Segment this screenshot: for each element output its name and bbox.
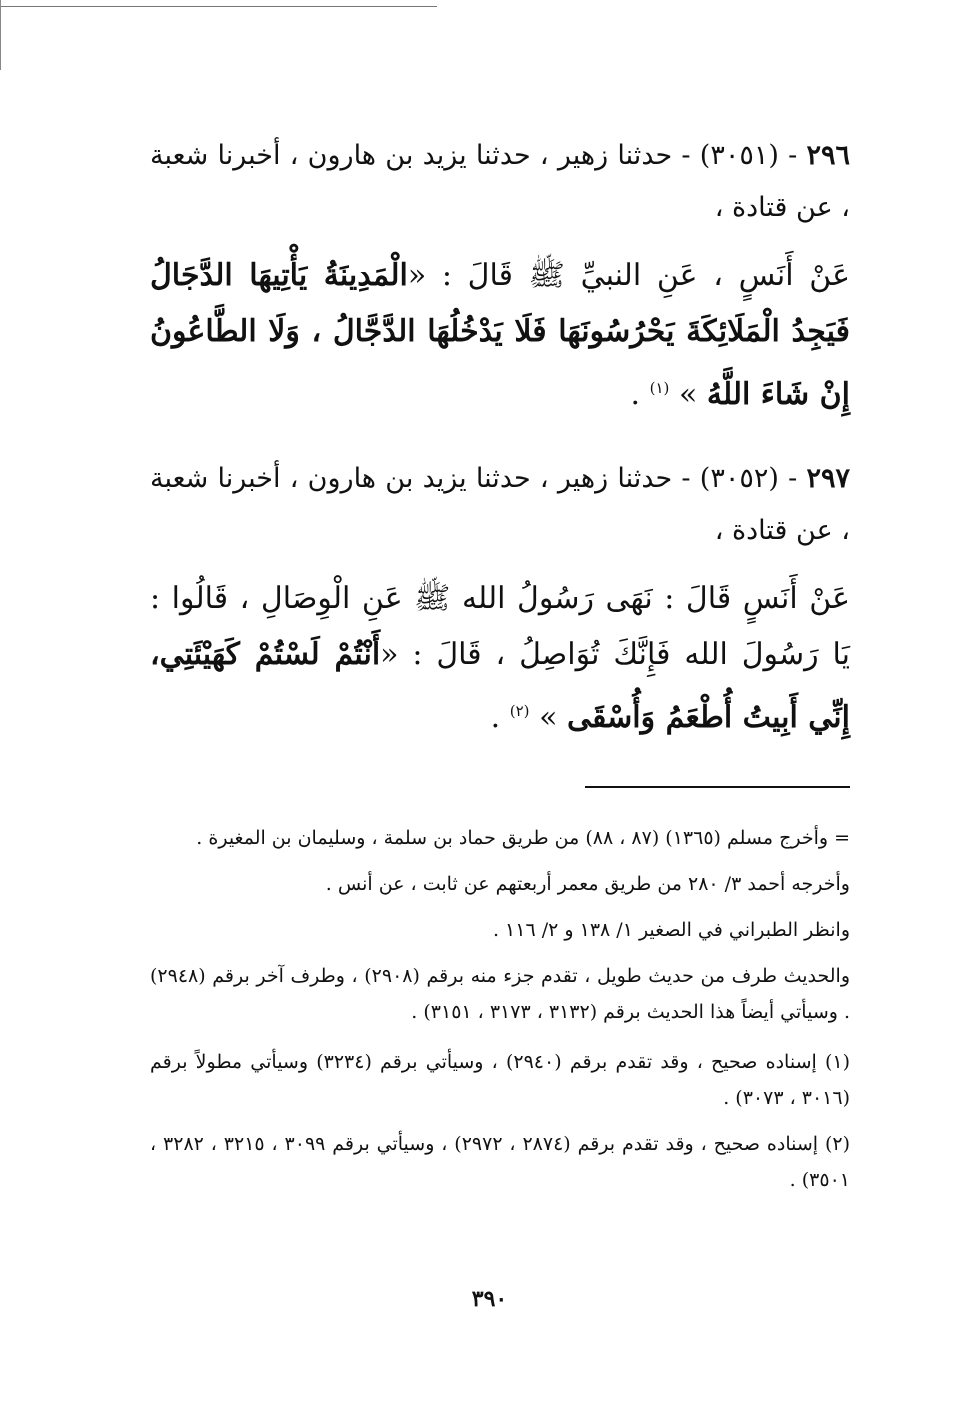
footnote-divider — [585, 786, 850, 788]
footnote-continuation-line: وأخرجه أحمد ٣/ ٢٨٠ من طريق معمر أربعتهم عن ثابت ، عن أنس . — [325, 873, 850, 895]
footnote-continuation-line: = وأخرج مسلم (١٣٦٥) (٨٧ ، ٨٨) من طريق حماد بن سلمة ، وسليمان بن المغيرة . — [196, 827, 850, 849]
footnote-2: (٢) إسناده صحيح ، وقد تقدم برقم (٢٨٧٤ ، ٢٩٧٢) ، وسيأتي برقم ٣٠٩٩ ، ٣٢١٥ ، ٣٢٨٢ ، ٣٥٠١) . — [150, 1133, 851, 1191]
matn-intro: عَنْ أَنَسٍ ، عَنِ النبيِّ ﷺ قَالَ : « — [407, 258, 850, 293]
hadith-isnad — [150, 130, 850, 234]
footnote-1: (١) إسناده صحيح ، وقد تقدم برقم (٢٩٤٠) ، وسيأتي برقم (٣٢٣٤) وسيأتي مطولاً برقم (٣٠١٦ ، ٣٠٧٣) . — [150, 1051, 851, 1109]
footnote-continuation-line: وانظر الطبراني في الصغير ١/ ١٣٨ و ٢/ ١١٦ . — [492, 919, 850, 941]
scan-edge-top — [0, 6, 437, 7]
page-number: ٣٩٠ — [471, 1286, 508, 1312]
scan-edge-left — [0, 0, 1, 70]
hadith-297 — [150, 453, 850, 746]
matn-quote: الْمَدِينَةُ يَأْتِيهَا الدَّجَالُ فَيَجِدُ الْمَلَائِكَةَ يَحْرُسُونَهَا فَلَا يَدْخُلُهَا الدَّجَّالُ ، وَلَا الطَّاعُونُ إِنْ شَاءَ اللَّهُ — [150, 258, 850, 412]
hadith-296 — [150, 130, 850, 423]
matn-close: » — [678, 377, 698, 412]
isnad-text: - (٣٠٥١) - حدثنا زهير ، حدثنا يزيد بن هارون ، أخبرنا شعبة ، عن قتادة ، — [150, 140, 850, 223]
matn-intro: عَنْ أَنَسٍ قَالَ : نَهَى رَسُولُ الله ﷺ عَنِ الْوِصَالِ ، قَالُوا : يَا رَسُولَ الله فَإِنَّكَ تُوَاصِلُ ، قَالَ : « — [150, 581, 850, 672]
footnote-ref: (٢) — [509, 702, 530, 720]
matn-close: » — [539, 700, 558, 735]
matn-end: . — [630, 377, 641, 412]
footnote-ref: (١) — [649, 379, 670, 397]
hadith-matn — [150, 571, 850, 746]
hadith-isnad — [150, 453, 850, 557]
hadith-number: ٢٩٧ — [806, 463, 850, 494]
matn-quote: أَنْتُمْ لَسْتُمْ كَهَيْئَتِي، إِنِّي أَبِيتُ أُطْعَمُ وَأُسْقَى — [150, 637, 850, 735]
hadith-number: ٢٩٦ — [806, 140, 850, 171]
hadith-matn — [150, 248, 850, 423]
matn-end: . — [490, 700, 501, 735]
footnotes — [150, 820, 850, 1198]
footnote-continuation-line: والحديث طرف من حديث طويل ، تقدم جزء منه برقم (٢٩٠٨) ، وطرف آخر برقم (٢٩٤٨) . وسيأتي أيضاً هذا الحديث برقم (٣١٣٢ ، ٣١٧٣ ، ٣١٥١) . — [150, 965, 850, 1023]
isnad-text: - (٣٠٥٢) - حدثنا زهير ، حدثنا يزيد بن هارون ، أخبرنا شعبة ، عن قتادة ، — [150, 463, 850, 546]
page-body — [150, 130, 850, 1208]
